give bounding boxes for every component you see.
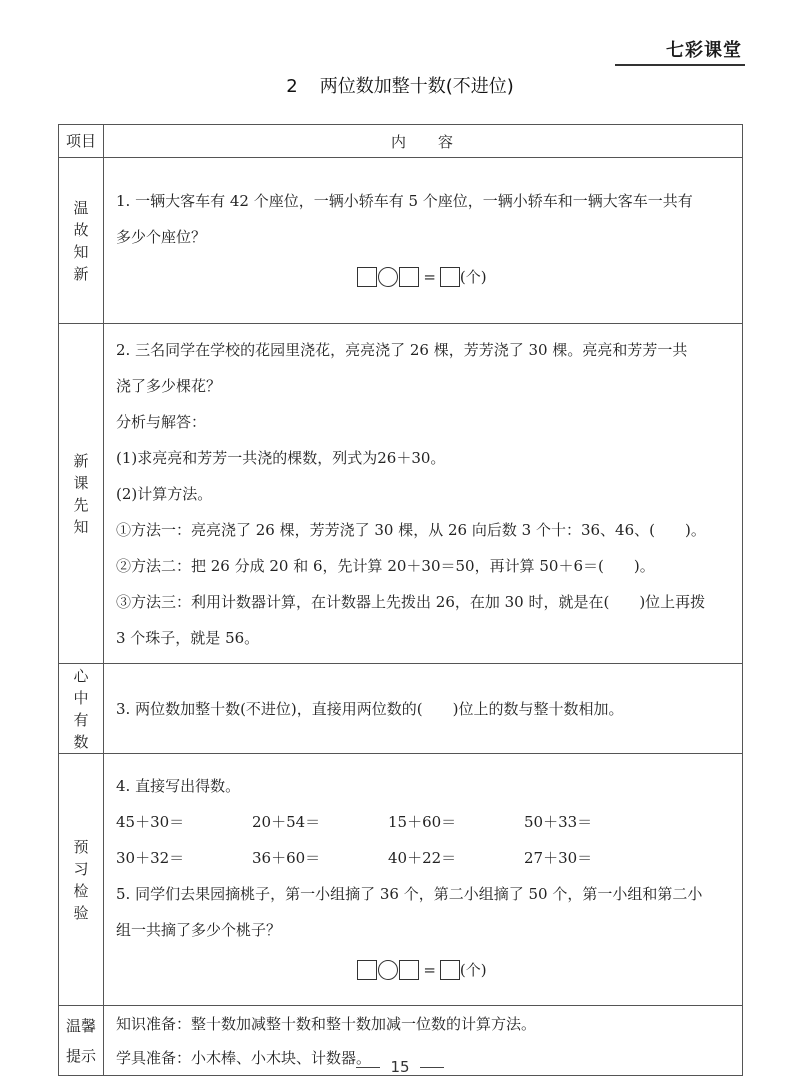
question-line: 多少个座位？ [116, 227, 207, 246]
answer-equation [116, 255, 728, 299]
equals-sign: = [423, 267, 436, 286]
answer-box[interactable] [399, 960, 419, 980]
section-preview-check [59, 754, 743, 1006]
step-line: (1)求亮亮和芳芳一共浇的棵数，列式为26＋30。 [116, 448, 446, 467]
answer-equation [116, 948, 728, 992]
operator-circle[interactable] [378, 960, 398, 980]
calc-item[interactable]: 15＋60＝ [388, 812, 457, 831]
calc-row [116, 840, 728, 876]
lesson-title: 两位数加整十数(不进位) [319, 76, 514, 97]
section-label: 预习检验 [59, 754, 104, 1006]
section-new-lesson [59, 324, 743, 664]
question-line: 1. 一辆大客车有 42 个座位，一辆小轿车有 5 个座位，一辆小轿车和一辆大客车一共有 [116, 191, 693, 210]
unit-label: (个) [459, 267, 487, 286]
question-line: 组一共摘了多少个桃子？ [116, 920, 282, 939]
step-line: (2)计算方法。 [116, 484, 213, 503]
question-line: 5. 同学们去果园摘桃子，第一小组摘了 36 个，第二小组摘了 50 个，第一小组和第二小 [116, 884, 703, 903]
tip-line: 知识准备：整十数加减整十数和整十数加减一位数的计算方法。 [116, 1014, 537, 1033]
method-line: ②方法二：把 26 分成 20 和 6，先计算 20＋30＝50，再计算 50＋6＝( )。 [116, 556, 655, 575]
col-item-header: 项目 [59, 125, 104, 158]
calc-item[interactable]: 30＋32＝ [116, 848, 185, 867]
calc-row [116, 804, 728, 840]
question-line: 2. 三名同学在学校的花园里浇花，亮亮浇了 26 棵，芳芳浇了 30 棵。亮亮和芳芳一共 [116, 340, 688, 359]
answer-box[interactable] [440, 960, 460, 980]
answer-box[interactable] [357, 267, 377, 287]
method-line: 3 个珠子，就是 56。 [116, 628, 260, 647]
tip-line: 学具准备：小木棒、小木块、计数器。 [116, 1048, 372, 1067]
page-footer [0, 1058, 800, 1076]
calc-item[interactable]: 27＋30＝ [524, 848, 593, 867]
operator-circle[interactable] [378, 267, 398, 287]
question-line: 浇了多少棵花？ [116, 376, 222, 395]
answer-box[interactable] [357, 960, 377, 980]
equals-sign: = [423, 960, 436, 979]
section-key-point [59, 664, 743, 754]
table-header-row [59, 125, 743, 158]
unit-label: (个) [459, 960, 487, 979]
analysis-heading: 分析与解答： [116, 412, 207, 431]
section-label: 温馨提示 [59, 1006, 104, 1076]
calc-item[interactable]: 45＋30＝ [116, 812, 185, 831]
page-number: 15 [390, 1058, 410, 1076]
section-label: 新课先知 [59, 324, 104, 664]
section-content [104, 664, 743, 754]
section-review [59, 158, 743, 324]
section-label: 心中有数 [59, 664, 104, 754]
page-title [0, 72, 800, 98]
col-content-header: 内容 [104, 125, 743, 158]
section-content [104, 158, 743, 324]
lesson-table [58, 124, 743, 1076]
question-line: 3. 两位数加整十数(不进位)，直接用两位数的( )位上的数与整十数相加。 [116, 699, 624, 718]
answer-box[interactable] [440, 267, 460, 287]
method-line: ①方法一：亮亮浇了 26 棵，芳芳浇了 30 棵，从 26 向后数 3 个十：36、46、( )。 [116, 520, 706, 539]
question-line: 4. 直接写出得数。 [116, 776, 241, 795]
brand-logo: 七彩课堂 [666, 40, 742, 61]
section-content [104, 754, 743, 1006]
method-line: ③方法三：利用计数器计算，在计数器上先拨出 26，在加 30 时，就是在( )位上再拨 [116, 592, 706, 611]
calc-item[interactable]: 36＋60＝ [252, 848, 321, 867]
calc-item[interactable]: 50＋33＝ [524, 812, 593, 831]
lesson-number: 2 [286, 76, 298, 97]
section-content [104, 324, 743, 664]
brand-underline [615, 64, 745, 66]
answer-box[interactable] [399, 267, 419, 287]
calc-item[interactable]: 20＋54＝ [252, 812, 321, 831]
calc-item[interactable]: 40＋22＝ [388, 848, 457, 867]
section-label: 温故知新 [59, 158, 104, 324]
